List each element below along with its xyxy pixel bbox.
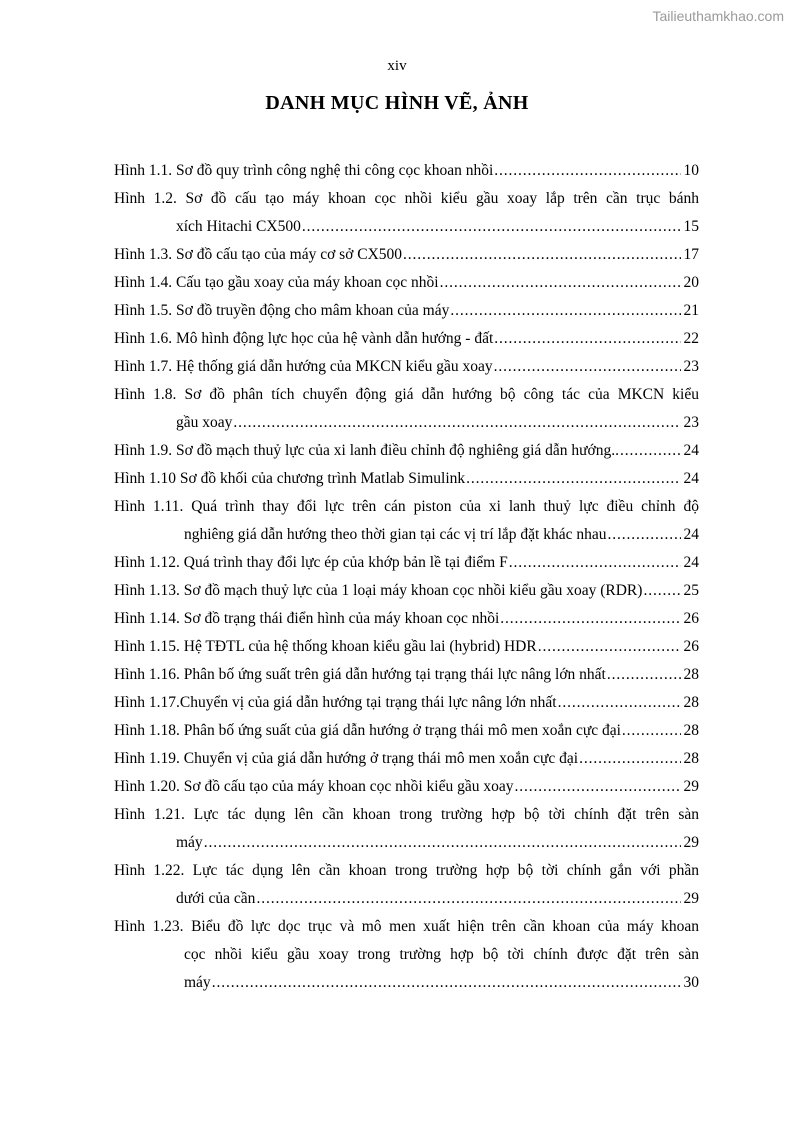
entry-caption: Hình 1.6. Mô hình động lực học của hệ vành dẫn hướng - đất [114, 330, 494, 347]
dot-leader [494, 353, 681, 381]
entry-caption: Hình 1.19. Chuyển vị của giá dẫn hướng ở trạng thái mô men xoắn cực đại [114, 750, 579, 767]
entry-page-number: 29 [683, 890, 699, 907]
figure-entry[interactable] [114, 297, 699, 325]
entry-caption: Hình 1.12. Quá trình thay đổi lực ép của khớp bản lề tại điểm F [114, 554, 508, 571]
entry-caption: Hình 1.21. Lực tác dụng lên cần khoan trong trường hợp bộ tời chính đặt trên sàn [114, 806, 699, 823]
toc-line [114, 745, 699, 773]
entry-caption: Hình 1.16. Phân bố ứng suất trên giá dẫn hướng tại trạng thái lực nâng lớn nhất [114, 666, 606, 683]
entry-caption: máy [176, 834, 203, 851]
entry-page-number: 24 [683, 554, 699, 571]
entry-page-number: 29 [683, 778, 699, 795]
entry-page-number: 23 [683, 358, 699, 375]
figure-entry[interactable] [114, 801, 699, 857]
dot-leader [643, 577, 680, 605]
figure-entry[interactable] [114, 577, 699, 605]
figure-entry[interactable] [114, 745, 699, 773]
entry-caption: Hình 1.8. Sơ đồ phân tích chuyển động giá dẫn hướng bộ công tác của MKCN kiểu [114, 386, 699, 403]
entry-caption: dưới của cần [176, 890, 256, 907]
entry-caption: Hình 1.11. Quá trình thay đổi lực trên cán piston của xi lanh thuỷ lực điều chỉnh độ [114, 498, 699, 515]
page-number: xiv [387, 58, 407, 74]
toc-line [114, 213, 699, 241]
figure-entry[interactable] [114, 465, 699, 493]
figure-entry[interactable] [114, 913, 699, 997]
entry-page-number: 28 [683, 722, 699, 739]
entry-page-number: 23 [683, 414, 699, 431]
toc-line [114, 465, 699, 493]
figure-entry[interactable] [114, 605, 699, 633]
figure-entry[interactable] [114, 437, 699, 465]
toc-line [114, 409, 699, 437]
entry-caption: Hình 1.13. Sơ đồ mạch thuỷ lực của 1 loại máy khoan cọc nhồi kiểu gầu xoay (RDR) [114, 582, 643, 599]
toc-line [114, 269, 699, 297]
entry-page-number: 24 [683, 526, 699, 543]
entry-caption: nghiêng giá dẫn hướng theo thời gian tại các vị trí lắp đặt khác nhau [184, 526, 607, 543]
figure-entry[interactable] [114, 325, 699, 353]
figure-entry[interactable] [114, 353, 699, 381]
entry-page-number: 17 [683, 246, 699, 263]
watermark: Tailieuthamkhao.com [652, 8, 784, 24]
entry-page-number: 21 [683, 302, 699, 319]
entry-caption: Hình 1.10 Sơ đồ khối của chương trình Matlab Simulink [114, 470, 466, 487]
entry-page-number: 24 [683, 470, 699, 487]
entry-page-number: 15 [683, 218, 699, 235]
dot-leader [622, 717, 681, 745]
toc-line [114, 689, 699, 717]
entry-page-number: 10 [683, 162, 699, 179]
entry-caption: Hình 1.5. Sơ đồ truyền động cho mâm khoan của máy [114, 302, 450, 319]
toc-line [114, 633, 699, 661]
toc-line [114, 325, 699, 353]
toc-line [114, 773, 699, 801]
entry-caption: Hình 1.22. Lực tác dụng lên cần khoan trong trường hợp bộ tời chính gắn với phần [114, 862, 699, 879]
entry-page-number: 22 [683, 330, 699, 347]
toc-line [114, 353, 699, 381]
dot-leader [256, 885, 680, 913]
figure-entry[interactable] [114, 241, 699, 269]
figure-entry[interactable] [114, 717, 699, 745]
dot-leader [509, 549, 681, 577]
toc-line [114, 969, 699, 997]
dot-leader [302, 213, 681, 241]
entry-caption: gầu xoay [176, 414, 233, 431]
entry-page-number: 20 [683, 274, 699, 291]
entry-caption: Hình 1.9. Sơ đồ mạch thuỷ lực của xi lanh điều chỉnh độ nghiêng giá dẫn hướng.. [114, 442, 619, 459]
dot-leader [558, 689, 681, 717]
toc-line [114, 577, 699, 605]
dot-leader [450, 297, 680, 325]
figure-entry[interactable] [114, 773, 699, 801]
entry-caption: Hình 1.1. Sơ đồ quy trình công nghệ thi công cọc khoan nhồi [114, 162, 494, 179]
entry-caption: Hình 1.23. Biểu đồ lực dọc trục và mô men xuất hiện trên cần khoan của máy khoan [114, 918, 699, 935]
dot-leader [212, 969, 681, 997]
figure-entry[interactable] [114, 269, 699, 297]
figure-entry[interactable] [114, 185, 699, 241]
toc-line [114, 437, 699, 465]
toc-line [114, 521, 699, 549]
dot-leader [500, 605, 680, 633]
entry-caption: Hình 1.18. Phân bố ứng suất của giá dẫn hướng ở trạng thái mô men xoắn cực đại [114, 722, 621, 739]
entry-page-number: 26 [683, 610, 699, 627]
entry-caption: Hình 1.15. Hệ TĐTL của hệ thống khoan kiểu gầu lai (hybrid) HDR [114, 638, 537, 655]
toc-line [114, 829, 699, 857]
dot-leader [607, 661, 681, 689]
entry-caption: máy [184, 974, 211, 991]
figure-entry[interactable] [114, 633, 699, 661]
entry-page-number: 28 [683, 666, 699, 683]
entry-page-number: 28 [683, 694, 699, 711]
dot-leader [204, 829, 681, 857]
dot-leader [440, 269, 681, 297]
entry-page-number: 29 [683, 834, 699, 851]
dot-leader [403, 241, 680, 269]
dot-leader [620, 437, 681, 465]
dot-leader [608, 521, 681, 549]
figure-entry[interactable] [114, 549, 699, 577]
figure-entry[interactable] [114, 857, 699, 913]
entry-caption: xích Hitachi CX500 [176, 218, 301, 235]
entry-caption: Hình 1.20. Sơ đồ cấu tạo của máy khoan cọc nhồi kiểu gầu xoay [114, 778, 514, 795]
entry-page-number: 30 [683, 974, 699, 991]
entry-caption: Hình 1.7. Hệ thống giá dẫn hướng của MKCN kiểu gầu xoay [114, 358, 493, 375]
entry-page-number: 28 [683, 750, 699, 767]
dot-leader [494, 325, 680, 353]
dot-leader [494, 157, 680, 185]
figure-entry[interactable] [114, 493, 699, 549]
figure-entry[interactable] [114, 661, 699, 689]
toc-line [114, 661, 699, 689]
toc-line [114, 605, 699, 633]
figure-entry[interactable] [114, 381, 699, 437]
entry-caption: cọc nhồi kiểu gầu xoay trong trường hợp bộ tời chính được đặt trên sàn [184, 946, 699, 963]
toc-line [114, 717, 699, 745]
entry-caption: Hình 1.17.Chuyển vị của giá dẫn hướng tại trạng thái lực nâng lớn nhất [114, 694, 557, 711]
toc-line [114, 297, 699, 325]
figure-entry[interactable] [114, 157, 699, 185]
entry-page-number: 24 [683, 442, 699, 459]
dot-leader [538, 633, 681, 661]
dot-leader [514, 773, 680, 801]
dot-leader [233, 409, 680, 437]
entry-caption: Hình 1.2. Sơ đồ cấu tạo máy khoan cọc nhồi kiểu gầu xoay lắp trên cần trục bánh [114, 190, 699, 207]
figure-entry[interactable] [114, 689, 699, 717]
entry-page-number: 26 [683, 638, 699, 655]
toc-line [114, 241, 699, 269]
toc-line [114, 157, 699, 185]
entry-caption: Hình 1.4. Cấu tạo gầu xoay của máy khoan cọc nhồi [114, 274, 439, 291]
toc-line [114, 885, 699, 913]
entry-caption: Hình 1.3. Sơ đồ cấu tạo của máy cơ sở CX500 [114, 246, 403, 263]
figure-list [114, 157, 699, 997]
entry-page-number: 25 [683, 582, 699, 599]
dot-leader [579, 745, 680, 773]
entry-caption: Hình 1.14. Sơ đồ trạng thái điển hình của máy khoan cọc nhồi [114, 610, 500, 627]
toc-line [114, 549, 699, 577]
page-title: DANH MỤC HÌNH VẼ, ẢNH [265, 92, 529, 114]
dot-leader [466, 465, 680, 493]
